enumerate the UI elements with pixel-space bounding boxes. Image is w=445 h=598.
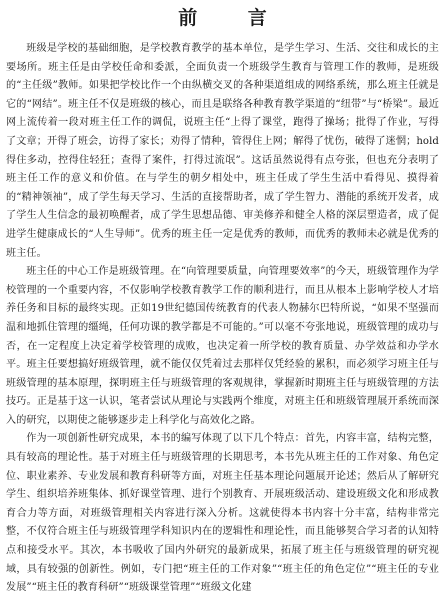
paragraph-2: 班主任的中心工作是班级管理。在“向管理要质量，向管理要效率”的今天，班级管理作为学校管理的一个重要内容，不仅影响学校教育教学工作的顺利进行，而且从根本上影响学校人才培养任务和目标的最终实现。正如19世纪德国传统教育的代表人物赫尔巴特所说，“如果不坚强而温和地抓住管理的缰绳，任何功课的教学都是不可能的。”可以毫不夸张地说，班级管理的成功与否，在一定程度上决定着学校管理的成败，也决定着一所学校的教育质量、办学效益和办学水平。班主任要想搞好班级管理，就不能仅仅凭着过去那样仅凭经验的累积，而必须学习班主任与班级管理的基本原理，探明班主任与班级管理的客观规律，掌握新时期班主任与班级管理的方法技巧。正是基于这一认识，笔者尝试从理论与实践两个维度，对班主任和班级管理展开系统而深入的研究，以期使之能够逐步走上科学化与高效化之路。	[6, 266, 439, 426]
body-text	[6, 40, 439, 594]
page-title: 前 言	[178, 7, 289, 29]
paragraph-1: 班级是学校的基础细胞，是学校教育教学的基本单位，是学生学习、生活、交往和成长的主要场所。班主任是由学校任命和委派，全面负责一个班级学生教育与管理工作的教师，是班级的“主任级”教师。如果把学校比作一个由纵横交叉的各种渠道组成的网络系统，那么班主任就是它的“网结”。班主任不仅是班级的核心，而且是联络各种教育教学渠道的“纽带”与“桥梁”。最近网上流传着一段对班主任工作的调侃，说班主任“上得了课堂，跑得了操场；批得了作业，写得了文章；开得了班会，访得了家长；劝得了情种，管得住上网；解得了忧伤，破得了迷惘；hold得住多动，控得住轻狂；查得了案件，打得过流氓”。这话虽然说得有点夸张，但也充分表明了班主任工作的意义和价值。在与学生的朝夕相处中，班主任成了学生生活中看得见、摸得着的“精神领袖”，成了学生每天学习、生活的直接帮助者，成了学生智力、潜能的系统开发者，成了学生人生信念的最初唤醒者，成了学生思想品德、审美修养和健全人格的深层塑造者，成了促进学生健康成长的“人生导师”。优秀的班主任一定是优秀的教师，而优秀的教师未必就是优秀的班主任。	[6, 43, 439, 259]
paragraph-3: 作为一项创新性研究成果，本书的编写体现了以下几个特点：首先，内容丰富，结构完整，具有较高的理论性。基于对班主任与班级管理的长期思考，本书先从班主任的工作对象、角色定位、职业素养、专业发展和教育科研等方面，对班主任基本理论问题展开论述；然后从了解研究学生、组织培养班集体、抓好课堂管理、进行个别教育、开展班级活动、建设班级文化和形成教育合力等方面，对班级管理相关内容进行深入分析。这就使得本书内容十分丰富，结构非常完整，不仅符合班主任与班级管理学科知识内在的逻辑性和理论性，而且能够契合学习者的认知特点和接受水平。其次，本书吸收了国内外研究的最新成果，拓展了班主任与班级管理的研究视域，具有较强的创新性。例如，专门把“班主任的工作对象”“班主任的角色定位”“班主任的专业发展”“班主任的教育科研”“班级课堂管理”“班级文化建	[6, 433, 439, 594]
